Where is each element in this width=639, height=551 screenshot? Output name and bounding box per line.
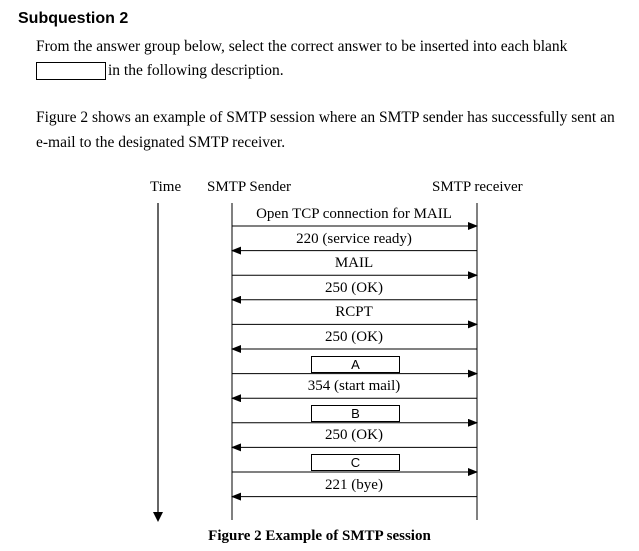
time-label: Time <box>150 179 182 195</box>
answer-blank-a: A <box>311 356 400 373</box>
time-axis-arrowhead <box>153 512 163 522</box>
message-label: 250 (OK) <box>325 329 383 345</box>
message-label: 250 (OK) <box>325 279 383 296</box>
message-label: 221 (bye) <box>325 476 383 493</box>
message-label: 220 (service ready) <box>296 230 412 247</box>
message-label: RCPT <box>335 304 373 321</box>
intro-line-2-text: in the following description. <box>108 62 284 79</box>
message-label: 250 (OK) <box>325 427 383 444</box>
answer-blank-c: C <box>311 454 400 471</box>
intro-line-1: From the answer group below, select the correct answer to be inserted into each blank <box>36 38 568 55</box>
message-label: 354 (start mail) <box>307 378 401 395</box>
subquestion-heading: Subquestion 2 <box>18 10 129 27</box>
message-label: Open TCP connection for MAIL <box>256 206 452 222</box>
figure-caption: Figure 2 Example of SMTP session <box>208 528 431 544</box>
answer-blank-b: B <box>311 405 400 422</box>
message-label: MAIL <box>334 255 374 272</box>
smtp-receiver-label: SMTP receiver <box>432 179 523 195</box>
figure-description: Figure 2 shows an example of SMTP session where an SMTP sender has successfully sent an e-mail to the designated SMTP receiver. <box>36 109 615 151</box>
smtp-sender-label: SMTP Sender <box>207 179 292 195</box>
